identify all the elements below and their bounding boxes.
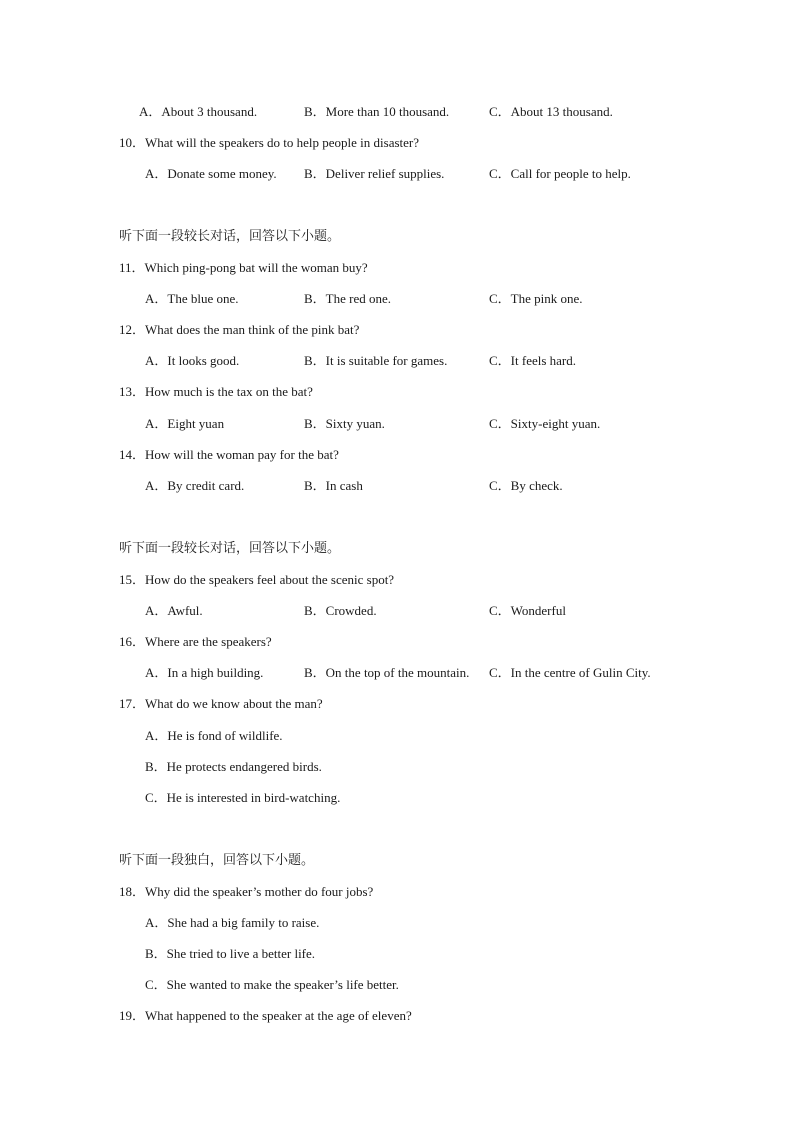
section-heading-3: 听下面一段独白，回答以下小题。 bbox=[119, 853, 315, 868]
q14-question: 14．How will the woman pay for the bat? bbox=[119, 447, 339, 462]
q16-option-c: C．In the centre of Gulin City. bbox=[489, 665, 651, 680]
q14-option-c: C．By check. bbox=[489, 478, 563, 493]
q18-option-a: A．She had a big family to raise. bbox=[145, 915, 320, 930]
q17-option-b: B．He protects endangered birds. bbox=[145, 759, 322, 774]
q16-option-b: B．On the top of the mountain. bbox=[304, 665, 470, 680]
q11-option-a: A．The blue one. bbox=[145, 291, 239, 306]
q11-option-c: C．The pink one. bbox=[489, 291, 583, 306]
q9-option-a: A．About 3 thousand. bbox=[139, 104, 258, 119]
section-heading-2: 听下面一段较长对话，回答以下小题。 bbox=[119, 541, 341, 556]
q19-question: 19．What happened to the speaker at the age of eleven? bbox=[119, 1008, 412, 1023]
q13-option-c: C．Sixty-eight yuan. bbox=[489, 416, 601, 431]
q13-option-a: A．Eight yuan bbox=[145, 416, 225, 431]
q11-question: 11．Which ping-pong bat will the woman buy? bbox=[119, 260, 368, 275]
q10-option-b: B．Deliver relief supplies. bbox=[304, 166, 445, 181]
q16-question: 16．Where are the speakers? bbox=[119, 634, 272, 649]
q12-option-a: A．It looks good. bbox=[145, 353, 240, 368]
q10-question: 10．What will the speakers do to help people in disaster? bbox=[119, 135, 420, 150]
q14-option-b: B．In cash bbox=[304, 478, 363, 493]
q16-option-a: A．In a high building. bbox=[145, 665, 264, 680]
q17-option-c: C．He is interested in bird-watching. bbox=[145, 790, 341, 805]
q9-option-c: C．About 13 thousand. bbox=[489, 104, 613, 119]
q9-option-b: B．More than 10 thousand. bbox=[304, 104, 450, 119]
q15-option-c: C．Wonderful bbox=[489, 603, 566, 618]
q12-option-c: C．It feels hard. bbox=[489, 353, 577, 368]
q17-question: 17．What do we know about the man? bbox=[119, 696, 323, 711]
q11-option-b: B．The red one. bbox=[304, 291, 392, 306]
q15-option-a: A．Awful. bbox=[145, 603, 203, 618]
q15-option-b: B．Crowded. bbox=[304, 603, 377, 618]
q18-option-c: C．She wanted to make the speaker’s life better. bbox=[145, 977, 399, 992]
q10-option-c: C．Call for people to help. bbox=[489, 166, 631, 181]
section-heading-1: 听下面一段较长对话，回答以下小题。 bbox=[119, 229, 341, 244]
q15-question: 15．How do the speakers feel about the scenic spot? bbox=[119, 572, 395, 587]
q17-option-a: A．He is fond of wildlife. bbox=[145, 728, 283, 743]
q12-option-b: B．It is suitable for games. bbox=[304, 353, 448, 368]
q13-question: 13．How much is the tax on the bat? bbox=[119, 384, 313, 399]
q14-option-a: A．By credit card. bbox=[145, 478, 245, 493]
q12-question: 12．What does the man think of the pink bat? bbox=[119, 322, 360, 337]
q13-option-b: B．Sixty yuan. bbox=[304, 416, 385, 431]
q18-option-b: B．She tried to live a better life. bbox=[145, 946, 316, 961]
q10-option-a: A．Donate some money. bbox=[145, 166, 277, 181]
q18-question: 18．Why did the speaker’s mother do four jobs? bbox=[119, 884, 374, 899]
